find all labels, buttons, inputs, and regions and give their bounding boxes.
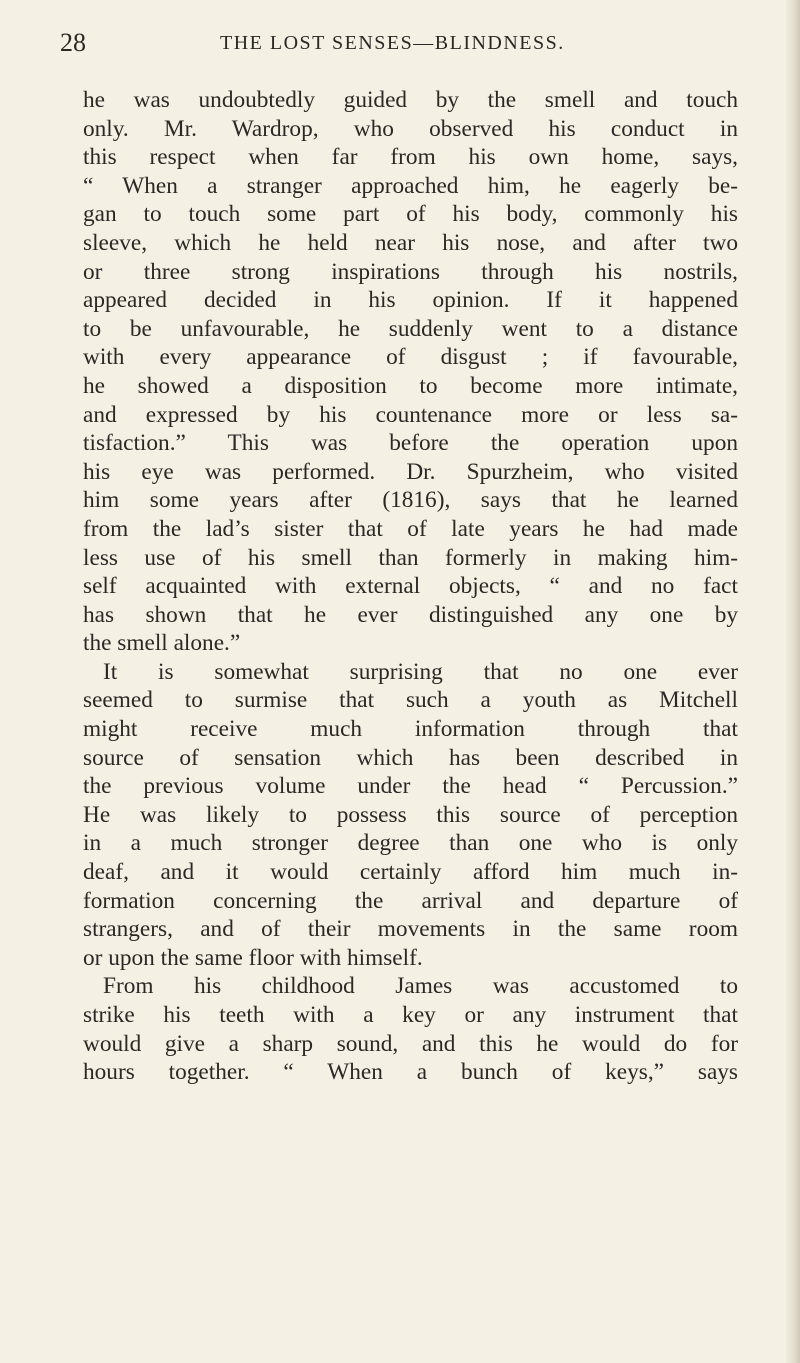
text-line: From his childhood James was accustomed to <box>103 973 738 1000</box>
text-line: this respect when far from his own home, says, <box>83 144 738 171</box>
body-text <box>83 86 738 1087</box>
text-line: he was undoubtedly guided by the smell and touch <box>83 87 738 113</box>
text-line: in a much stronger degree than one who is only <box>83 830 738 857</box>
text-line: He was likely to possess this source of perception <box>83 801 738 828</box>
text-line: or upon the same floor with himself. <box>83 944 423 971</box>
text-line: formation concerning the arrival and departure of <box>83 887 738 914</box>
text-line: sleeve, which he held near his nose, and after two <box>83 229 738 256</box>
running-head: THE LOST SENSES—BLINDNESS. <box>220 32 565 54</box>
text-line: hours together. “ When a bunch of keys,” says <box>83 1059 738 1086</box>
text-line: from the lad’s sister that of late years he had made <box>83 515 738 542</box>
text-line: has shown that he ever distinguished any one by <box>83 601 738 628</box>
text-line: the smell alone.” <box>83 630 241 657</box>
text-line: strike his teeth with a key or any instrument that <box>83 1002 738 1028</box>
text-line: It is somewhat surprising that no one ever <box>103 658 738 685</box>
text-line: or three strong inspirations through his nostrils, <box>83 258 738 285</box>
text-line: seemed to surmise that such a youth as Mitchell <box>83 687 738 714</box>
text-line: he showed a disposition to become more intimate, <box>83 372 738 399</box>
text-line: with every appearance of disgust ; if favourable, <box>83 344 738 371</box>
text-line: gan to touch some part of his body, commonly his <box>83 201 738 228</box>
text-line: less use of his smell than formerly in making him- <box>83 544 738 571</box>
text-line: self acquainted with external objects, “ and no fact <box>83 573 738 600</box>
text-line: source of sensation which has been described in <box>83 744 738 771</box>
text-line: might receive much information through that <box>83 716 738 743</box>
page-header <box>60 28 760 58</box>
text-line: only. Mr. Wardrop, who observed his conduct in <box>83 115 738 142</box>
page-number: 28 <box>60 28 86 57</box>
text-line: would give a sharp sound, and this he would do for <box>83 1030 738 1057</box>
text-line: appeared decided in his opinion. If it happened <box>83 287 738 314</box>
text-line: strangers, and of their movements in the same room <box>83 916 738 943</box>
text-line: “ When a stranger approached him, he eagerly be- <box>83 172 738 199</box>
text-line: deaf, and it would certainly afford him much in- <box>83 859 738 886</box>
text-line: the previous volume under the head “ Percussion.” <box>83 773 738 800</box>
text-line: and expressed by his countenance more or less sa- <box>83 401 738 428</box>
text-line: tisfaction.” This was before the operation upon <box>83 430 738 457</box>
text-line: him some years after (1816), says that he learned <box>83 487 738 514</box>
page-edge-shadow <box>786 0 800 1363</box>
text-line: his eye was performed. Dr. Spurzheim, who visited <box>83 458 738 485</box>
text-line: to be unfavourable, he suddenly went to a distance <box>83 315 738 342</box>
